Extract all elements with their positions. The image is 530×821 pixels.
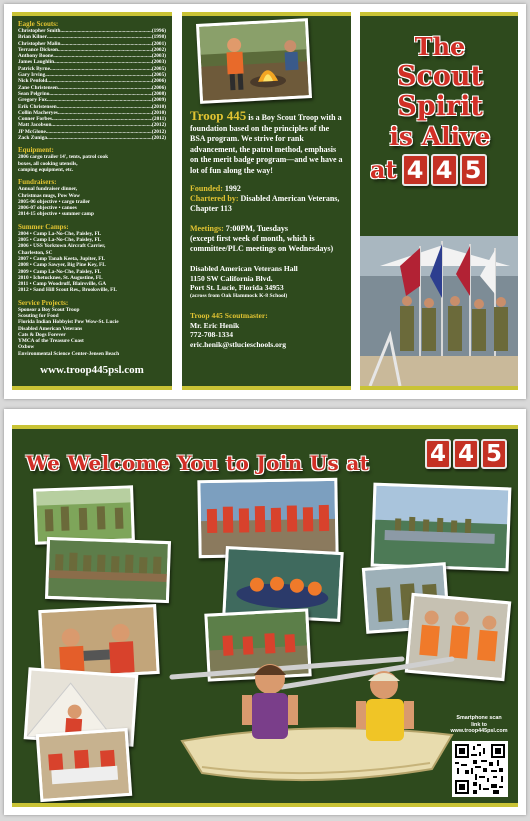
- scoutmaster-phone: 772-708-1334: [190, 330, 234, 339]
- meetings-line: [190, 224, 343, 234]
- photo-scouts-field: [33, 485, 135, 544]
- headline-line-1: The: [414, 32, 466, 61]
- photo-bridge-group: [45, 537, 171, 603]
- panel-left: [12, 12, 172, 390]
- campfire-image: [199, 21, 309, 100]
- intro-title: Troop 445: [190, 108, 247, 123]
- fundraiser-line: 2014-15 objective • summer camp: [18, 211, 94, 218]
- service-project-line: Oxbow: [18, 344, 35, 351]
- back-headline-row: [26, 451, 369, 475]
- eagle-scout-year: (2008): [151, 90, 166, 97]
- eagle-scout-name: Christopher Malin: [18, 40, 61, 47]
- brochure-front-sheet: [4, 4, 526, 399]
- eagle-scout-year: (2012): [151, 135, 166, 142]
- eagle-scout-year: (2012): [151, 128, 166, 135]
- service-project-line: Disabled American Veterans: [18, 325, 83, 332]
- bridge-group-image: [48, 540, 168, 600]
- founded-value: 1992: [222, 184, 241, 193]
- equipment-title: Equipment:: [18, 146, 54, 155]
- fundraiser-line: 2006-07 objective • canoes: [18, 205, 77, 212]
- eagle-scout-year: (2012): [151, 122, 166, 129]
- eagle-scout-year: (2010): [151, 103, 166, 110]
- service-projects-list: [18, 307, 166, 357]
- summer-camp-line: Charleston, SC: [18, 249, 53, 256]
- scoutmaster-name: Mr. Eric Henik: [190, 320, 240, 330]
- eagle-scout-name: Brian Kilner: [18, 34, 47, 41]
- summer-camp-line: 2004 • Camp La-No-Che, Paisley, FL: [18, 230, 102, 237]
- eagle-scout-name: Conner Forbes: [18, 116, 52, 123]
- panel-middle: [182, 12, 351, 390]
- back-number-digit-2: 4: [453, 439, 479, 469]
- chartered-line: [190, 194, 343, 214]
- eagle-scout-name: JP McGlone: [18, 128, 46, 135]
- indoor-table-image: [39, 731, 129, 799]
- address-line-3: Port St. Lucie, Florida 34953: [190, 283, 284, 292]
- meetings-label: Meetings:: [190, 224, 224, 233]
- chartered-label: Chartered by:: [190, 194, 239, 203]
- back-number-digit-1: 4: [425, 439, 451, 469]
- flag-ceremony-photo: [360, 236, 518, 386]
- service-project-line: YMCA of the Treasure Coast: [18, 338, 84, 345]
- eagle-scout-name: Anthony Boone: [18, 53, 54, 60]
- summer-camp-line: 2005 • Camp La-No-Che, Paisley, FL: [18, 237, 102, 244]
- campfire-photo: [196, 18, 312, 104]
- troop-number-digit-3: 5: [460, 154, 487, 186]
- eagle-scout-year: (2005): [151, 72, 166, 79]
- qr-caption-line-1: Smartphone scan: [456, 715, 502, 721]
- summer-camp-line: 2007 • Camp Tanah Keeta, Jupiter, FL: [18, 255, 106, 262]
- equipment-line: boxes, all cooking utensils,: [18, 160, 78, 167]
- fundraiser-line: Annual fundraiser dinner,: [18, 186, 78, 193]
- eagle-scout-name: Gregory Fox: [18, 97, 47, 104]
- dock-group-image: [374, 486, 509, 569]
- eagle-scout-name: Zack Zuniga: [18, 135, 47, 142]
- summer-camp-line: 2008 • Camp Sawyer, Big Pine Key, FL: [18, 262, 106, 269]
- service-project-line: Cats & Dogs Forever: [18, 331, 66, 338]
- eagle-scout-year: (2006): [151, 84, 166, 91]
- address-note: (across from Oak Hammock K-8 School): [190, 292, 288, 299]
- chartered-value: Disabled American Veterans, Chapter 113: [190, 194, 340, 213]
- equipment-line: 2006 cargo trailer 14', tents, patrol cook: [18, 154, 109, 161]
- scoutmaster-block: [190, 311, 343, 349]
- headline-block: [370, 32, 510, 186]
- qr-caption-line-2: link to: [471, 721, 487, 728]
- panel-right: [360, 12, 518, 390]
- summer-camps-title: Summer Camps:: [18, 222, 69, 231]
- qr-code[interactable]: [452, 741, 508, 797]
- back-number-digit-3: 5: [481, 439, 507, 469]
- eagle-scout-year: (2006): [151, 78, 166, 85]
- eagle-scout-year: (1998): [151, 34, 166, 41]
- intro-paragraph: [190, 108, 343, 176]
- eagle-scout-name: Terrance Dickson: [18, 46, 58, 53]
- scouts-field-image: [36, 488, 132, 541]
- qr-code-image: [455, 744, 505, 794]
- fundraiser-line: 2005-06 objective • cargo trailer: [18, 198, 91, 205]
- photo-dock-group: [371, 483, 512, 572]
- meetings-note: (except first week of month, which is committee/PLC meetings on Wednesdays): [190, 234, 334, 253]
- qr-caption-line-3: www.troop445psl.com: [450, 728, 508, 735]
- founded-label: Founded:: [190, 184, 223, 193]
- eagle-scouts-title: Eagle Scouts:: [18, 20, 59, 28]
- eagle-scout-year: (2003): [151, 59, 166, 66]
- troop-number-badge: [401, 154, 488, 186]
- headline-line-4: is Alive: [389, 122, 491, 151]
- eagle-scout-name: Erik Christensen: [18, 103, 57, 110]
- service-project-line: Sponsor a Boy Scout Troop: [18, 306, 80, 313]
- service-project-line: Environmental Science Center-Jensen Beach: [18, 350, 120, 357]
- eagle-scout-name: Sean Pelgrino: [18, 90, 50, 97]
- troop-number-digit-2: 4: [431, 154, 458, 186]
- eagle-scout-year: (2005): [151, 65, 166, 72]
- eagle-scout-row: [18, 135, 166, 141]
- eagle-scout-name: James Laughlin: [18, 59, 55, 66]
- equipment-line: camping equipment, etc.: [18, 166, 74, 173]
- founded-line: [190, 184, 343, 194]
- website-link[interactable]: www.troop445psl.com: [40, 364, 144, 376]
- headline-line-2: Scout: [396, 61, 484, 92]
- group-rafts-image: [200, 481, 335, 555]
- summer-camp-line: 2006 • USS Yorktown Aircraft Carrier,: [18, 243, 106, 250]
- address-line-2: 1150 SW California Blvd.: [190, 273, 273, 283]
- summer-camp-line: 2011 • Camp Woodruff, Blairsville, GA: [18, 281, 107, 288]
- summer-camps-list: [18, 231, 166, 294]
- canoe-illustration: [162, 649, 462, 799]
- eagle-scout-name: Matt Jacobson: [18, 122, 52, 129]
- troop-number-digit-1: 4: [402, 154, 429, 186]
- eagle-scout-name: Nick Penfold: [18, 78, 48, 85]
- eagle-scout-name: Collin Macheryes: [18, 109, 58, 116]
- service-project-line: Scouting for Food: [18, 312, 59, 319]
- address-line-1: Disabled American Veterans Hall: [190, 264, 298, 273]
- back-headline: We Welcome You to Join Us at: [26, 451, 370, 475]
- equipment-list: [18, 154, 166, 173]
- eagle-scout-year: (1996): [151, 28, 166, 34]
- photo-group-rafts: [197, 478, 338, 558]
- address-block: [190, 264, 343, 299]
- back-troop-number-badge: [424, 439, 508, 469]
- meetings-value: 7:00PM, Tuesdays: [223, 224, 288, 233]
- headline-line-5: [370, 154, 510, 186]
- eagle-scout-year: (2003): [151, 53, 166, 60]
- eagle-scout-year: (2009): [151, 97, 166, 104]
- headline-at: at: [370, 155, 397, 184]
- summer-camp-line: 2009 • Camp La-No-Che, Paisley, FL: [18, 268, 102, 275]
- eagle-scouts-list: [18, 28, 166, 141]
- photo-indoor-table: [36, 728, 133, 802]
- eagle-scout-name: Gary Irving: [18, 72, 46, 79]
- headline-line-3: Spirit: [397, 91, 483, 122]
- eagle-scout-year: (2002): [151, 46, 166, 53]
- campers-cooking-image: [41, 607, 156, 677]
- service-project-line: Florida Indian Hobbyist Pow Wow-St. Lucie: [18, 319, 119, 326]
- summer-camp-line: 2010 • Ichetucknee, St. Augustine, FL: [18, 274, 103, 281]
- eagle-scout-name: Patrick Byrne: [18, 65, 50, 72]
- brochure-back-sheet: [4, 409, 526, 815]
- eagle-scout-year: (2001): [151, 40, 166, 47]
- service-projects-title: Service Projects:: [18, 298, 69, 307]
- qr-caption: [442, 715, 516, 735]
- eagle-scout-year: (2010): [151, 109, 166, 116]
- intro-body: is a Boy Scout Troop with a foundation based on the principles of the BSA program. We strive for rank advancement, the patrol method, emphasis on the merit badge program—and we have a lot of fun along the way!: [190, 113, 343, 175]
- fundraisers-list: [18, 186, 166, 217]
- scoutmaster-title: Troop 445 Scoutmaster:: [190, 311, 268, 320]
- eagle-scout-year: (2011): [152, 116, 166, 123]
- summer-camp-line: 2012 • Sand Hill Scout Res., Brooksville, FL: [18, 287, 117, 294]
- whitewater-raft-image: [225, 549, 340, 619]
- eagle-scout-name: Christopher Smith: [18, 28, 61, 34]
- leader-dots: [47, 135, 152, 141]
- fundraiser-line: Christmas mugs, Pow Wow: [18, 192, 80, 199]
- back-panel: [12, 425, 518, 807]
- eagle-scout-name: Zane Christensen: [18, 84, 58, 91]
- fundraisers-title: Fundraisers:: [18, 178, 57, 187]
- scoutmaster-email[interactable]: eric.henik@stlucieschools.org: [190, 339, 287, 349]
